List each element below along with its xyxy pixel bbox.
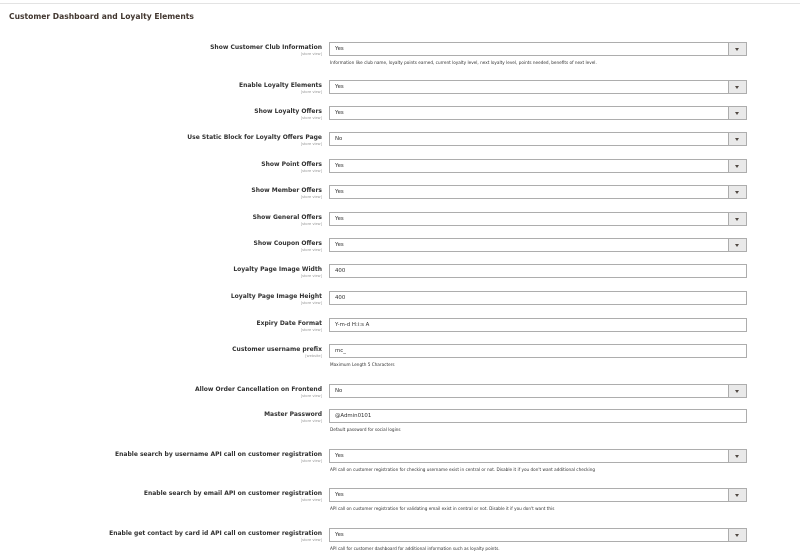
chevron-down-icon bbox=[735, 86, 739, 89]
scope-label: [store view] bbox=[300, 459, 322, 463]
field-label: Enable Loyalty Elements bbox=[238, 82, 322, 89]
get-contact-by-card-select[interactable]: Yes bbox=[329, 528, 747, 542]
field-label: Show Loyalty Offers bbox=[254, 108, 322, 115]
section-title: Customer Dashboard and Loyalty Elements bbox=[9, 12, 194, 21]
field-label: Show General Offers bbox=[252, 214, 322, 221]
scope-label: [store view] bbox=[300, 169, 322, 173]
field-label: Expiry Date Format bbox=[256, 320, 322, 327]
field-label: Loyalty Page Image Width bbox=[233, 266, 322, 273]
scope-label: [store view] bbox=[300, 90, 322, 94]
field-label: Show Coupon Offers bbox=[253, 240, 322, 247]
field-label: Customer username prefix bbox=[232, 346, 322, 353]
field-note: Default password for social logins bbox=[330, 427, 401, 432]
chevron-down-icon bbox=[735, 191, 739, 194]
scope-label: [store view] bbox=[300, 419, 322, 423]
show-coupon-offers-select[interactable]: Yes bbox=[329, 238, 747, 252]
chevron-down-icon bbox=[735, 534, 739, 537]
field-label: Allow Order Cancellation on Frontend bbox=[195, 386, 322, 393]
scope-label: [store view] bbox=[300, 498, 322, 502]
loyalty-image-height-input[interactable]: 400 bbox=[329, 291, 747, 305]
field-note: API call on customer registration for checking username exist in central or not. Disable it if you don't want additional checking bbox=[330, 467, 596, 472]
scope-label: [store view] bbox=[300, 301, 322, 305]
scope-label: [store view] bbox=[300, 248, 322, 252]
field-label: Enable get contact by card id API call on customer registration bbox=[109, 530, 322, 537]
scope-label: [website] bbox=[305, 354, 322, 358]
field-note: API call on customer registration for validating email exist in central or not. Disable it if you don't want this bbox=[330, 506, 555, 511]
scope-label: [store view] bbox=[300, 274, 322, 278]
chevron-down-icon bbox=[735, 112, 739, 115]
allow-order-cancellation-select[interactable]: No bbox=[329, 384, 747, 398]
field-note: Maximum Length 5 Characters bbox=[330, 362, 395, 367]
field-label: Use Static Block for Loyalty Offers Page bbox=[187, 134, 322, 141]
field-label: Loyalty Page Image Height bbox=[230, 293, 322, 300]
chevron-down-icon bbox=[735, 390, 739, 393]
customer-username-prefix-input[interactable]: mc_ bbox=[329, 344, 747, 358]
show-customer-club-information-select[interactable]: Yes bbox=[329, 42, 747, 56]
master-password-input[interactable]: @Admin0101 bbox=[329, 409, 747, 423]
chevron-down-icon bbox=[735, 218, 739, 221]
enable-loyalty-elements-select[interactable]: Yes bbox=[329, 80, 747, 94]
scope-label: [store view] bbox=[300, 116, 322, 120]
field-label: Enable search by email API on customer registration bbox=[143, 490, 322, 497]
chevron-down-icon bbox=[735, 244, 739, 247]
field-label: Show Point Offers bbox=[261, 161, 322, 168]
scope-label: [store view] bbox=[300, 328, 322, 332]
field-label: Master Password bbox=[264, 411, 322, 418]
chevron-down-icon bbox=[735, 494, 739, 497]
show-loyalty-offers-select[interactable]: Yes bbox=[329, 106, 747, 120]
show-member-offers-select[interactable]: Yes bbox=[329, 185, 747, 199]
field-label: Show Member Offers bbox=[251, 187, 322, 194]
scope-label: [store view] bbox=[300, 394, 322, 398]
scope-label: [store view] bbox=[300, 142, 322, 146]
use-static-block-select[interactable]: No bbox=[329, 132, 747, 146]
expiry-date-format-input[interactable]: Y-m-d H:i:s A bbox=[329, 318, 747, 332]
scope-label: [store view] bbox=[300, 538, 322, 542]
chevron-down-icon bbox=[735, 165, 739, 168]
show-point-offers-select[interactable]: Yes bbox=[329, 159, 747, 173]
show-general-offers-select[interactable]: Yes bbox=[329, 212, 747, 226]
field-note: Information like club name, loyalty points earned, current loyalty level, next loyalty level, points needed, benefits of next level. bbox=[330, 60, 597, 65]
top-divider bbox=[0, 3, 800, 4]
search-by-email-select[interactable]: Yes bbox=[329, 488, 747, 502]
chevron-down-icon bbox=[735, 455, 739, 458]
field-note: API call for customer dashboard for additional information such as loyalty points. bbox=[330, 546, 500, 551]
scope-label: [store view] bbox=[300, 52, 322, 56]
search-by-username-select[interactable]: Yes bbox=[329, 449, 747, 463]
chevron-down-icon bbox=[735, 48, 739, 51]
field-label: Enable search by username API call on customer registration bbox=[115, 451, 322, 458]
loyalty-image-width-input[interactable]: 400 bbox=[329, 264, 747, 278]
chevron-down-icon bbox=[735, 138, 739, 141]
field-label: Show Customer Club Information bbox=[210, 44, 322, 51]
scope-label: [store view] bbox=[300, 222, 322, 226]
scope-label: [store view] bbox=[300, 195, 322, 199]
